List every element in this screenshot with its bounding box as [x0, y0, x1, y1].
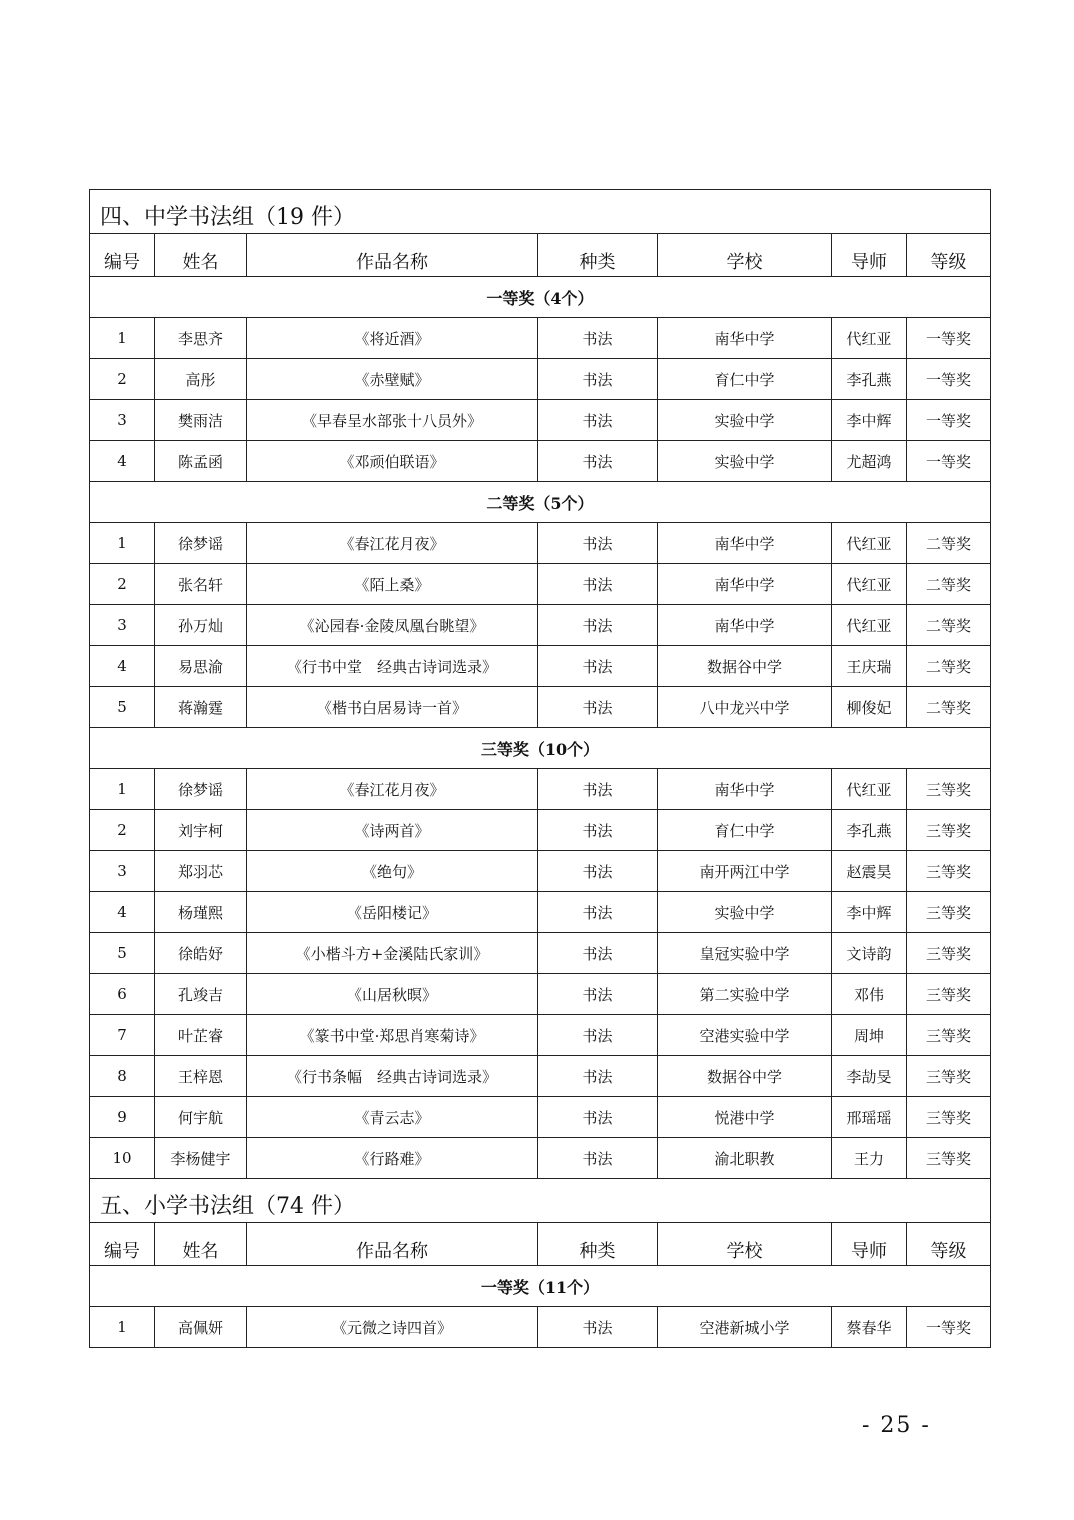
mentor-cell: 李孔燕: [832, 359, 907, 400]
name-cell: 孔竣吉: [155, 974, 247, 1015]
work-title-cell: 《春江花月夜》: [247, 769, 538, 810]
table-row: [90, 318, 991, 359]
name-cell: 王梓恩: [155, 1056, 247, 1097]
header-level: 等级: [907, 1223, 991, 1266]
header-school: 学校: [658, 234, 832, 277]
level-cell: 一等奖: [907, 359, 991, 400]
school-cell: 育仁中学: [658, 359, 832, 400]
category-cell: 书法: [538, 1097, 658, 1138]
number-cell: 4: [90, 646, 155, 687]
number-cell: 5: [90, 687, 155, 728]
category-cell: 书法: [538, 1056, 658, 1097]
header-mentor: 导师: [832, 1223, 907, 1266]
name-cell: 高佩妍: [155, 1307, 247, 1348]
number-cell: 9: [90, 1097, 155, 1138]
name-cell: 刘宇柯: [155, 810, 247, 851]
work-title-cell: 《将近酒》: [247, 318, 538, 359]
mentor-cell: 尤超鸿: [832, 441, 907, 482]
number-cell: 5: [90, 933, 155, 974]
level-cell: 三等奖: [907, 1097, 991, 1138]
name-cell: 何宇航: [155, 1097, 247, 1138]
category-cell: 书法: [538, 851, 658, 892]
level-cell: 一等奖: [907, 400, 991, 441]
mentor-cell: 代红亚: [832, 523, 907, 564]
award-level-title: 三等奖（10个）: [90, 728, 991, 769]
name-cell: 徐梦谣: [155, 769, 247, 810]
awards-table: [89, 189, 991, 1348]
number-cell: 3: [90, 400, 155, 441]
number-cell: 7: [90, 1015, 155, 1056]
category-cell: 书法: [538, 359, 658, 400]
work-title-cell: 《春江花月夜》: [247, 523, 538, 564]
mentor-cell: 周坤: [832, 1015, 907, 1056]
table-row: [90, 564, 991, 605]
header-row: [90, 234, 991, 277]
work-title-cell: 《诗两首》: [247, 810, 538, 851]
number-cell: 4: [90, 892, 155, 933]
category-cell: 书法: [538, 892, 658, 933]
number-cell: 3: [90, 605, 155, 646]
number-cell: 3: [90, 851, 155, 892]
number-cell: 10: [90, 1138, 155, 1179]
mentor-cell: 李孔燕: [832, 810, 907, 851]
name-cell: 高彤: [155, 359, 247, 400]
header-name: 姓名: [155, 1223, 247, 1266]
award-level-title: 二等奖（5个）: [90, 482, 991, 523]
level-cell: 二等奖: [907, 687, 991, 728]
school-cell: 南开两江中学: [658, 851, 832, 892]
header-category: 种类: [538, 1223, 658, 1266]
table-row: [90, 1307, 991, 1348]
table-row: [90, 441, 991, 482]
award-level-row: [90, 482, 991, 523]
name-cell: 易思渝: [155, 646, 247, 687]
level-cell: 三等奖: [907, 933, 991, 974]
school-cell: 实验中学: [658, 441, 832, 482]
school-cell: 空港实验中学: [658, 1015, 832, 1056]
header-work-title: 作品名称: [247, 1223, 538, 1266]
category-cell: 书法: [538, 605, 658, 646]
level-cell: 三等奖: [907, 851, 991, 892]
number-cell: 1: [90, 318, 155, 359]
name-cell: 张名轩: [155, 564, 247, 605]
award-level-title: 一等奖（4个）: [90, 277, 991, 318]
award-level-row: [90, 277, 991, 318]
work-title-cell: 《赤壁赋》: [247, 359, 538, 400]
page-number: - 25 -: [862, 1413, 931, 1438]
number-cell: 2: [90, 359, 155, 400]
work-title-cell: 《青云志》: [247, 1097, 538, 1138]
category-cell: 书法: [538, 974, 658, 1015]
work-title-cell: 《元微之诗四首》: [247, 1307, 538, 1348]
category-cell: 书法: [538, 810, 658, 851]
number-cell: 6: [90, 974, 155, 1015]
name-cell: 叶芷睿: [155, 1015, 247, 1056]
table-row: [90, 851, 991, 892]
level-cell: 二等奖: [907, 605, 991, 646]
mentor-cell: 李中辉: [832, 892, 907, 933]
name-cell: 樊雨洁: [155, 400, 247, 441]
work-title-cell: 《沁园春·金陵凤凰台眺望》: [247, 605, 538, 646]
section-title-row: [90, 190, 991, 234]
table-row: [90, 810, 991, 851]
school-cell: 南华中学: [658, 605, 832, 646]
level-cell: 二等奖: [907, 564, 991, 605]
mentor-cell: 邢瑶瑶: [832, 1097, 907, 1138]
school-cell: 实验中学: [658, 892, 832, 933]
work-title-cell: 《邓顽伯联语》: [247, 441, 538, 482]
category-cell: 书法: [538, 564, 658, 605]
name-cell: 杨瑾熙: [155, 892, 247, 933]
level-cell: 三等奖: [907, 1015, 991, 1056]
table-row: [90, 769, 991, 810]
table-row: [90, 359, 991, 400]
mentor-cell: 代红亚: [832, 318, 907, 359]
number-cell: 2: [90, 810, 155, 851]
work-title-cell: 《岳阳楼记》: [247, 892, 538, 933]
name-cell: 郑羽芯: [155, 851, 247, 892]
header-level: 等级: [907, 234, 991, 277]
school-cell: 数据谷中学: [658, 1056, 832, 1097]
number-cell: 1: [90, 769, 155, 810]
header-row: [90, 1223, 991, 1266]
school-cell: 八中龙兴中学: [658, 687, 832, 728]
school-cell: 南华中学: [658, 523, 832, 564]
table-row: [90, 933, 991, 974]
work-title-cell: 《山居秋暝》: [247, 974, 538, 1015]
work-title-cell: 《小楷斗方+金溪陆氏家训》: [247, 933, 538, 974]
header-number: 编号: [90, 1223, 155, 1266]
school-cell: 第二实验中学: [658, 974, 832, 1015]
category-cell: 书法: [538, 1138, 658, 1179]
category-cell: 书法: [538, 318, 658, 359]
work-title-cell: 《楷书白居易诗一首》: [247, 687, 538, 728]
school-cell: 悦港中学: [658, 1097, 832, 1138]
level-cell: 三等奖: [907, 1056, 991, 1097]
category-cell: 书法: [538, 1307, 658, 1348]
school-cell: 皇冠实验中学: [658, 933, 832, 974]
mentor-cell: 李中辉: [832, 400, 907, 441]
level-cell: 一等奖: [907, 318, 991, 359]
level-cell: 一等奖: [907, 1307, 991, 1348]
work-title-cell: 《篆书中堂·郑思肖寒菊诗》: [247, 1015, 538, 1056]
mentor-cell: 王力: [832, 1138, 907, 1179]
school-cell: 数据谷中学: [658, 646, 832, 687]
table-row: [90, 523, 991, 564]
table-row: [90, 974, 991, 1015]
name-cell: 徐皓妤: [155, 933, 247, 974]
level-cell: 二等奖: [907, 646, 991, 687]
number-cell: 1: [90, 1307, 155, 1348]
header-work-title: 作品名称: [247, 234, 538, 277]
mentor-cell: 李劼旻: [832, 1056, 907, 1097]
school-cell: 空港新城小学: [658, 1307, 832, 1348]
table-row: [90, 646, 991, 687]
school-cell: 育仁中学: [658, 810, 832, 851]
table-row: [90, 892, 991, 933]
name-cell: 蒋瀚霆: [155, 687, 247, 728]
name-cell: 陈孟函: [155, 441, 247, 482]
category-cell: 书法: [538, 687, 658, 728]
mentor-cell: 柳俊妃: [832, 687, 907, 728]
level-cell: 三等奖: [907, 974, 991, 1015]
table-row: [90, 605, 991, 646]
work-title-cell: 《绝句》: [247, 851, 538, 892]
school-cell: 实验中学: [658, 400, 832, 441]
category-cell: 书法: [538, 933, 658, 974]
table-row: [90, 1097, 991, 1138]
mentor-cell: 蔡春华: [832, 1307, 907, 1348]
level-cell: 三等奖: [907, 769, 991, 810]
level-cell: 三等奖: [907, 810, 991, 851]
work-title-cell: 《行书中堂 经典古诗词选录》: [247, 646, 538, 687]
header-category: 种类: [538, 234, 658, 277]
section-title: 四、中学书法组（19 件）: [90, 190, 991, 234]
level-cell: 二等奖: [907, 523, 991, 564]
school-cell: 南华中学: [658, 318, 832, 359]
number-cell: 2: [90, 564, 155, 605]
table-row: [90, 400, 991, 441]
category-cell: 书法: [538, 769, 658, 810]
mentor-cell: 赵震昊: [832, 851, 907, 892]
level-cell: 三等奖: [907, 892, 991, 933]
category-cell: 书法: [538, 523, 658, 564]
work-title-cell: 《行书条幅 经典古诗词选录》: [247, 1056, 538, 1097]
level-cell: 三等奖: [907, 1138, 991, 1179]
mentor-cell: 文诗韵: [832, 933, 907, 974]
category-cell: 书法: [538, 400, 658, 441]
name-cell: 孙万灿: [155, 605, 247, 646]
table-row: [90, 1015, 991, 1056]
number-cell: 1: [90, 523, 155, 564]
name-cell: 李思齐: [155, 318, 247, 359]
number-cell: 8: [90, 1056, 155, 1097]
award-level-row: [90, 1266, 991, 1307]
mentor-cell: 代红亚: [832, 564, 907, 605]
table-row: [90, 1056, 991, 1097]
category-cell: 书法: [538, 441, 658, 482]
level-cell: 一等奖: [907, 441, 991, 482]
school-cell: 南华中学: [658, 769, 832, 810]
section-title: 五、小学书法组（74 件）: [90, 1179, 991, 1223]
header-name: 姓名: [155, 234, 247, 277]
header-school: 学校: [658, 1223, 832, 1266]
category-cell: 书法: [538, 646, 658, 687]
section-title-row: [90, 1179, 991, 1223]
table-row: [90, 1138, 991, 1179]
mentor-cell: 代红亚: [832, 605, 907, 646]
header-number: 编号: [90, 234, 155, 277]
school-cell: 渝北职教: [658, 1138, 832, 1179]
mentor-cell: 王庆瑞: [832, 646, 907, 687]
work-title-cell: 《早春呈水部张十八员外》: [247, 400, 538, 441]
number-cell: 4: [90, 441, 155, 482]
name-cell: 徐梦谣: [155, 523, 247, 564]
award-level-row: [90, 728, 991, 769]
mentor-cell: 邓伟: [832, 974, 907, 1015]
name-cell: 李杨健宇: [155, 1138, 247, 1179]
school-cell: 南华中学: [658, 564, 832, 605]
award-level-title: 一等奖（11个）: [90, 1266, 991, 1307]
header-mentor: 导师: [832, 234, 907, 277]
mentor-cell: 代红亚: [832, 769, 907, 810]
work-title-cell: 《行路难》: [247, 1138, 538, 1179]
category-cell: 书法: [538, 1015, 658, 1056]
work-title-cell: 《陌上桑》: [247, 564, 538, 605]
table-row: [90, 687, 991, 728]
